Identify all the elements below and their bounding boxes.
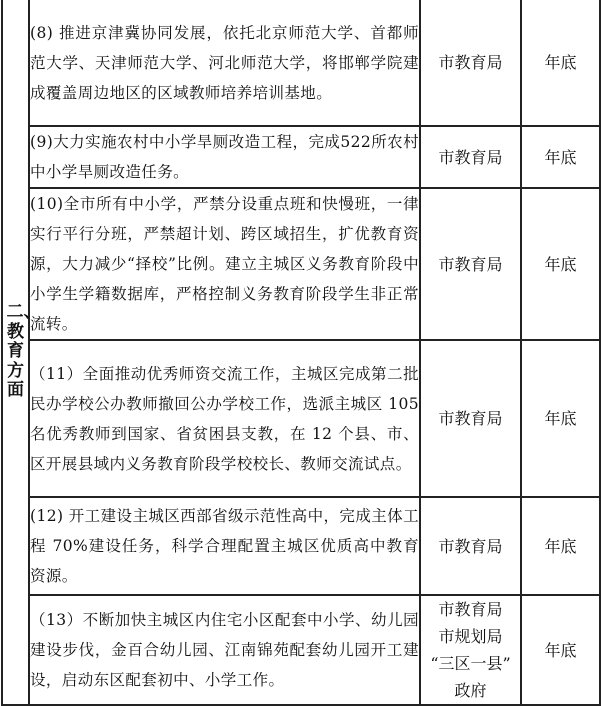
department-cell bbox=[420, 497, 521, 595]
table-row bbox=[2, 0, 600, 126]
table-row bbox=[2, 188, 600, 340]
task-cell: （13）不断加快主城区内住宅小区配套中小学、幼儿园建设步伐，金百合幼儿园、江南锦苑配套幼儿园开工建设，启动东区配套初中、小学工作。 bbox=[29, 595, 420, 705]
department-cell bbox=[420, 340, 521, 497]
task-table bbox=[1, 0, 601, 706]
department-name: 市教育局 bbox=[438, 409, 503, 428]
table-row bbox=[2, 497, 600, 595]
deadline-cell: 年底 bbox=[521, 188, 600, 340]
deadline-cell: 年底 bbox=[521, 126, 600, 188]
department-cell bbox=[420, 0, 521, 126]
department-cell bbox=[420, 188, 521, 340]
department-name: 市教育局 bbox=[438, 147, 503, 167]
task-cell: (10)全市所有中小学，严禁分设重点班和快慢班，一律实行平行分班，严禁超计划、跨区域招生，扩优教育资源，大力减少“择校”比例。建立主城区义务教育阶段中小学生学籍数据库，严格控制义务教育阶段学生非正常流转。 bbox=[29, 188, 420, 340]
task-cell: (9)大力实施农村中小学旱厕改造工程，完成522所农村中小学旱厕改造任务。 bbox=[29, 126, 420, 188]
department-name: 市规划局 bbox=[438, 627, 503, 646]
deadline-cell: 年底 bbox=[521, 0, 600, 126]
deadline-cell: 年底 bbox=[521, 497, 600, 595]
table-row bbox=[2, 595, 600, 705]
table-row bbox=[2, 340, 600, 497]
department-name: 市教育局 bbox=[438, 536, 503, 556]
department-cell bbox=[420, 126, 521, 188]
department-name: 市教育局 bbox=[438, 53, 503, 72]
department-name: 市教育局 bbox=[438, 254, 503, 274]
task-cell: （11）全面推动优秀师资交流工作，主城区完成第二批民办学校公办教师撤回公办学校工作，选派主城区 105 名优秀教师到国家、省贫困县支教，在 12 个县、市、区开展县域内义务教育阶段学校校长、教师交流试点。 bbox=[29, 340, 420, 497]
task-cell: (12) 开工建设主城区西部省级示范性高中，完成主体工程 70%建设任务，科学合理配置主城区优质高中教育资源。 bbox=[29, 497, 420, 595]
department-name: 市教育局 bbox=[438, 600, 503, 619]
category-cell bbox=[2, 0, 41, 705]
deadline-cell: 年底 bbox=[521, 340, 600, 497]
task-cell: (8) 推进京津冀协同发展，依托北京师范大学、首都师范大学、天津师范大学、河北师范大学，将邯郸学院建成覆盖周边地区的区域教师培养培训基地。 bbox=[29, 0, 420, 126]
department-name: “三区一县” bbox=[430, 654, 511, 673]
department-name: 政府 bbox=[454, 681, 487, 700]
table-row bbox=[2, 126, 600, 188]
department-cell bbox=[420, 595, 521, 705]
deadline-cell: 年底 bbox=[521, 595, 600, 705]
category-label: 二、教育方面 bbox=[6, 302, 41, 401]
